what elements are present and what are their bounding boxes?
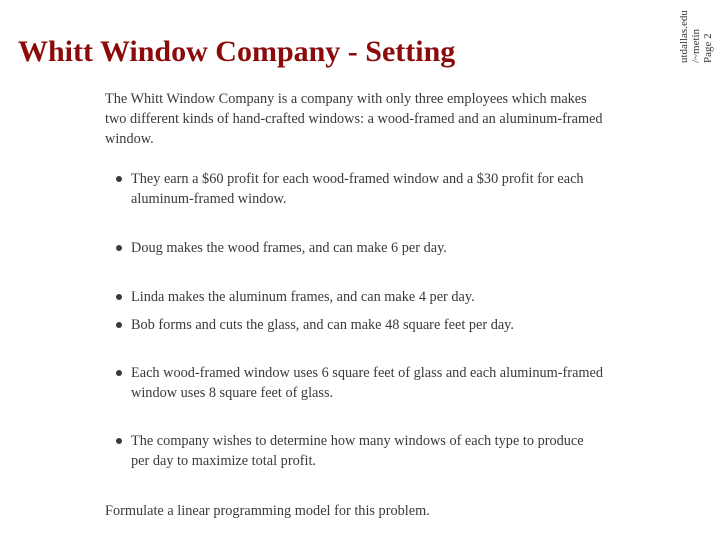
task-statement: Formulate a linear programming model for this problem. <box>105 503 430 519</box>
side-label-domain: utdallas.edu <box>678 10 690 63</box>
bullet-text: Doug makes the wood frames, and can make 6 per day. <box>131 240 447 256</box>
bullet-icon <box>116 176 122 182</box>
slide-body <box>105 89 605 471</box>
bullet-icon <box>116 245 122 251</box>
bullet-text: Each wood-framed window uses 6 square feet of glass and each aluminum-framed window uses 8 square feet of glass. <box>131 365 604 401</box>
bullet-icon <box>116 438 122 444</box>
bullet-icon <box>116 322 122 328</box>
bullet-text: Bob forms and cuts the glass, and can make 48 square feet per day. <box>131 317 514 333</box>
bullet-item-linda <box>105 287 605 307</box>
slide-title: Whitt Window Company - Setting <box>18 35 456 68</box>
bullet-list <box>105 169 605 471</box>
bullet-icon <box>116 294 122 300</box>
intro-paragraph: The Whitt Window Company is a company with only three employees which makes two different kinds of hand-crafted windows: a wood-framed and an aluminum-framed window. <box>105 91 603 147</box>
bullet-text: Linda makes the aluminum frames, and can make 4 per day. <box>131 289 475 305</box>
bullet-text: They earn a $60 profit for each wood-framed window and a $30 profit for each aluminum-framed window. <box>131 171 584 207</box>
side-label-path: /~metin <box>690 28 702 63</box>
bullet-icon <box>116 370 122 376</box>
bullet-text: The company wishes to determine how many windows of each type to produce per day to maximize total profit. <box>131 433 584 469</box>
bullet-item-bob <box>105 315 605 335</box>
bullet-item-glass <box>105 363 605 403</box>
title-rule <box>16 76 688 78</box>
side-label <box>678 0 720 63</box>
bullet-item-objective <box>105 431 605 471</box>
bullet-item-doug <box>105 238 605 258</box>
bullet-item-profit <box>105 169 605 209</box>
page-number: Page 2 <box>702 33 714 63</box>
